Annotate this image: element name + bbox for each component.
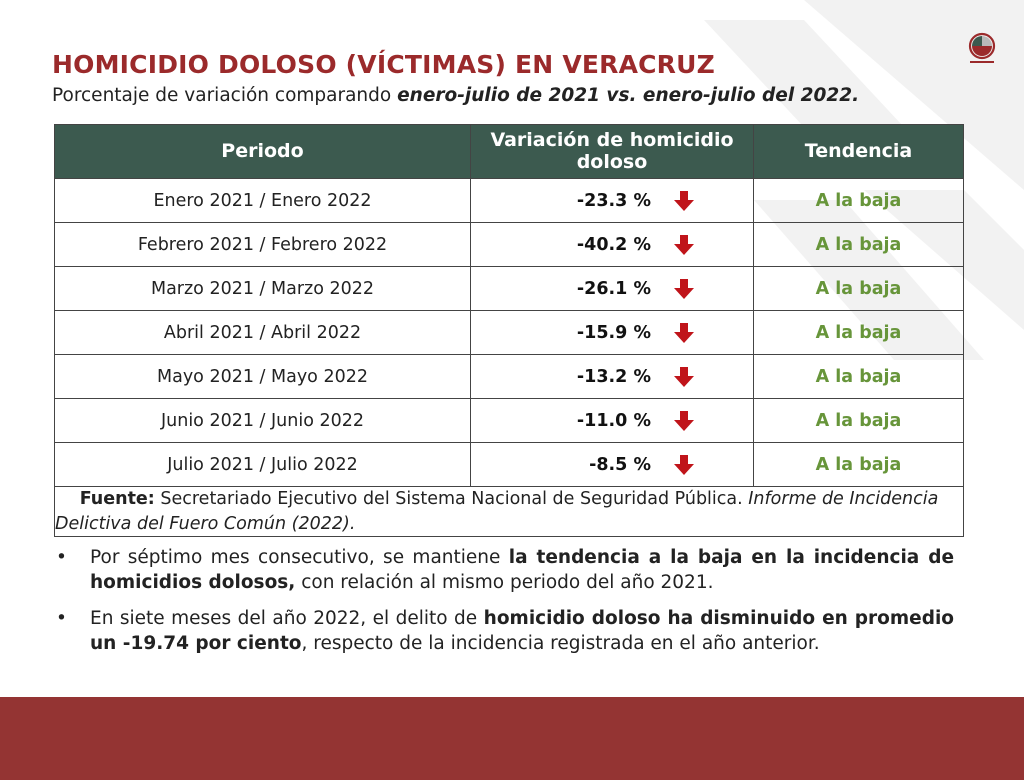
table-row [55, 355, 964, 399]
down-arrow-icon [673, 454, 695, 476]
variation-wrapper [471, 366, 753, 388]
down-arrow-icon [673, 234, 695, 256]
down-arrow-icon [673, 190, 695, 212]
down-arrow-icon [673, 410, 695, 432]
variation-value: -40.2 % [576, 234, 651, 255]
variation-wrapper [471, 454, 753, 476]
table-body [55, 179, 964, 487]
bullet-marker: • [56, 547, 67, 568]
period-cell: Abril 2021 / Abril 2022 [55, 311, 471, 355]
variation-value: -13.2 % [576, 366, 651, 387]
variation-cell [471, 355, 754, 399]
summary-bullets [54, 546, 954, 668]
variation-cell [471, 223, 754, 267]
source-label: Fuente: [79, 489, 155, 509]
trend-cell: A la baja [754, 223, 964, 267]
trend-cell: A la baja [754, 267, 964, 311]
period-cell: Julio 2021 / Julio 2022 [55, 443, 471, 487]
trend-cell: A la baja [754, 443, 964, 487]
variation-value: -15.9 % [576, 322, 651, 343]
bullet-highlight: homicidio doloso ha disminuido en promedio un -19.74 por ciento [90, 608, 954, 654]
bullet-text: Por séptimo mes consecutivo, se mantiene [90, 547, 509, 568]
table-row [55, 179, 964, 223]
variation-cell [471, 179, 754, 223]
page-title: HOMICIDIO DOLOSO (VÍCTIMAS) EN VERACRUZ [52, 50, 715, 79]
column-header-period: Periodo [55, 125, 471, 179]
variation-wrapper [471, 278, 753, 300]
table-row [55, 443, 964, 487]
period-cell: Junio 2021 / Junio 2022 [55, 399, 471, 443]
table-row [55, 311, 964, 355]
source-note [55, 487, 964, 537]
table-row [55, 399, 964, 443]
variation-value: -8.5 % [589, 454, 651, 475]
variation-cell [471, 443, 754, 487]
down-arrow-icon [673, 322, 695, 344]
source-row [55, 487, 964, 537]
table-header-row [55, 125, 964, 179]
down-arrow-icon [673, 366, 695, 388]
trend-cell: A la baja [754, 311, 964, 355]
footer-band [0, 697, 1024, 780]
bullet-text: , respecto de la incidencia registrada en el año anterior. [301, 632, 820, 654]
variation-value: -26.1 % [576, 278, 651, 299]
table-row [55, 223, 964, 267]
variation-value: -11.0 % [576, 410, 651, 431]
table-row [55, 267, 964, 311]
down-arrow-icon [673, 278, 695, 300]
bullet-item [54, 607, 954, 656]
period-cell: Marzo 2021 / Marzo 2022 [55, 267, 471, 311]
subtitle-text: Porcentaje de variación comparando [52, 85, 398, 106]
homicide-variation-table [54, 124, 964, 537]
trend-cell: A la baja [754, 355, 964, 399]
trend-cell: A la baja [754, 399, 964, 443]
variation-cell [471, 399, 754, 443]
variation-wrapper [471, 190, 753, 212]
page-subtitle [52, 85, 859, 106]
bullet-text: En siete meses del año 2022, el delito de [90, 608, 484, 630]
variation-cell [471, 267, 754, 311]
bullet-item [54, 546, 954, 595]
period-cell: Mayo 2021 / Mayo 2022 [55, 355, 471, 399]
variation-value: -23.3 % [576, 190, 651, 211]
bullet-marker: • [56, 608, 67, 630]
variation-wrapper [471, 234, 753, 256]
bullet-text: con relación al mismo periodo del año 2021. [295, 571, 714, 593]
source-text: Secretariado Ejecutivo del Sistema Nacional de Seguridad Pública. [154, 489, 749, 509]
variation-wrapper [471, 410, 753, 432]
period-cell: Enero 2021 / Enero 2022 [55, 179, 471, 223]
trend-cell: A la baja [754, 179, 964, 223]
variation-cell [471, 311, 754, 355]
subtitle-emphasis: enero-julio de 2021 vs. enero-julio del 2022. [397, 85, 860, 106]
period-cell: Febrero 2021 / Febrero 2022 [55, 223, 471, 267]
column-header-variation: Variación de homicidio doloso [471, 125, 754, 179]
government-logo [966, 31, 998, 65]
column-header-trend: Tendencia [754, 125, 964, 179]
source-publication: Informe de Incidencia Delictiva del Fuero Común (2022). [55, 489, 939, 534]
variation-wrapper [471, 322, 753, 344]
bullet-highlight: la tendencia a la baja en la incidencia de homicidios dolosos, [90, 547, 954, 593]
